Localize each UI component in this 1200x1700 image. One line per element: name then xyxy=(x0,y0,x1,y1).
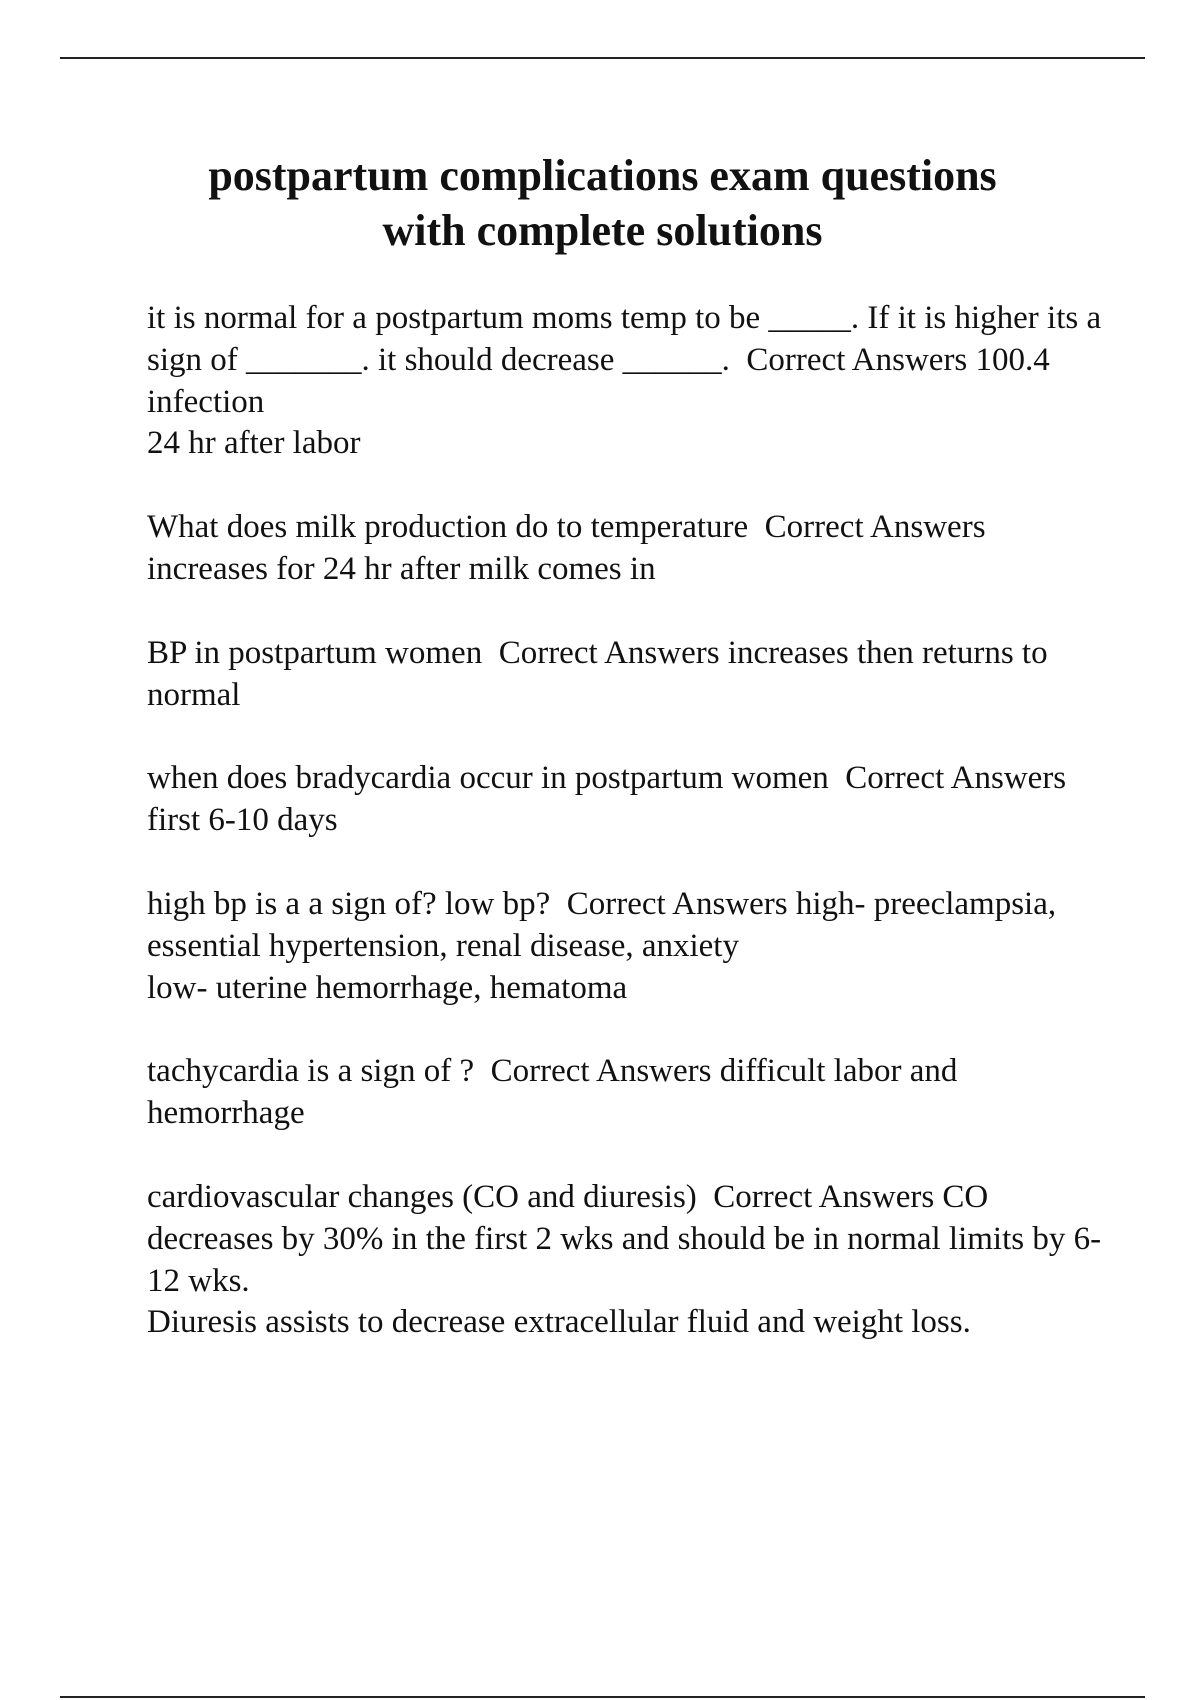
footer-divider xyxy=(60,1696,1145,1698)
title-line-1: postpartum complications exam questions xyxy=(208,151,997,200)
header-divider xyxy=(60,57,1145,59)
qa-item: it is normal for a postpartum moms temp to be _____. If it is higher its a sign of _______. it should decrease ______. Correct Answers 100.4 infection 24 hr after labor xyxy=(147,300,1102,462)
document-title xyxy=(60,148,1145,258)
qa-item: when does bradycardia occur in postpartum women Correct Answers first 6-10 days xyxy=(147,760,1075,839)
document-body xyxy=(147,298,1107,1386)
qa-item: cardiovascular changes (CO and diuresis) Correct Answers CO decreases by 30% in the first 2 wks and should be in normal limits by 6-12 wks. Diuresis assists to decrease extracellular fluid and weight loss. xyxy=(147,1178,1102,1341)
qa-item: What does milk production do to temperature Correct Answers increases for 24 hr after milk comes in xyxy=(147,509,994,587)
qa-item: high bp is a a sign of? low bp? Correct Answers high- preeclampsia, essential hypertension, renal disease, anxiety low- uterine hemorrhage, hematoma xyxy=(147,885,1057,1006)
qa-item: BP in postpartum women Correct Answers increases then returns to normal xyxy=(147,634,1056,713)
qa-item: tachycardia is a sign of ? Correct Answers difficult labor and hemorrhage xyxy=(147,1053,966,1132)
title-line-2: with complete solutions xyxy=(382,206,823,255)
